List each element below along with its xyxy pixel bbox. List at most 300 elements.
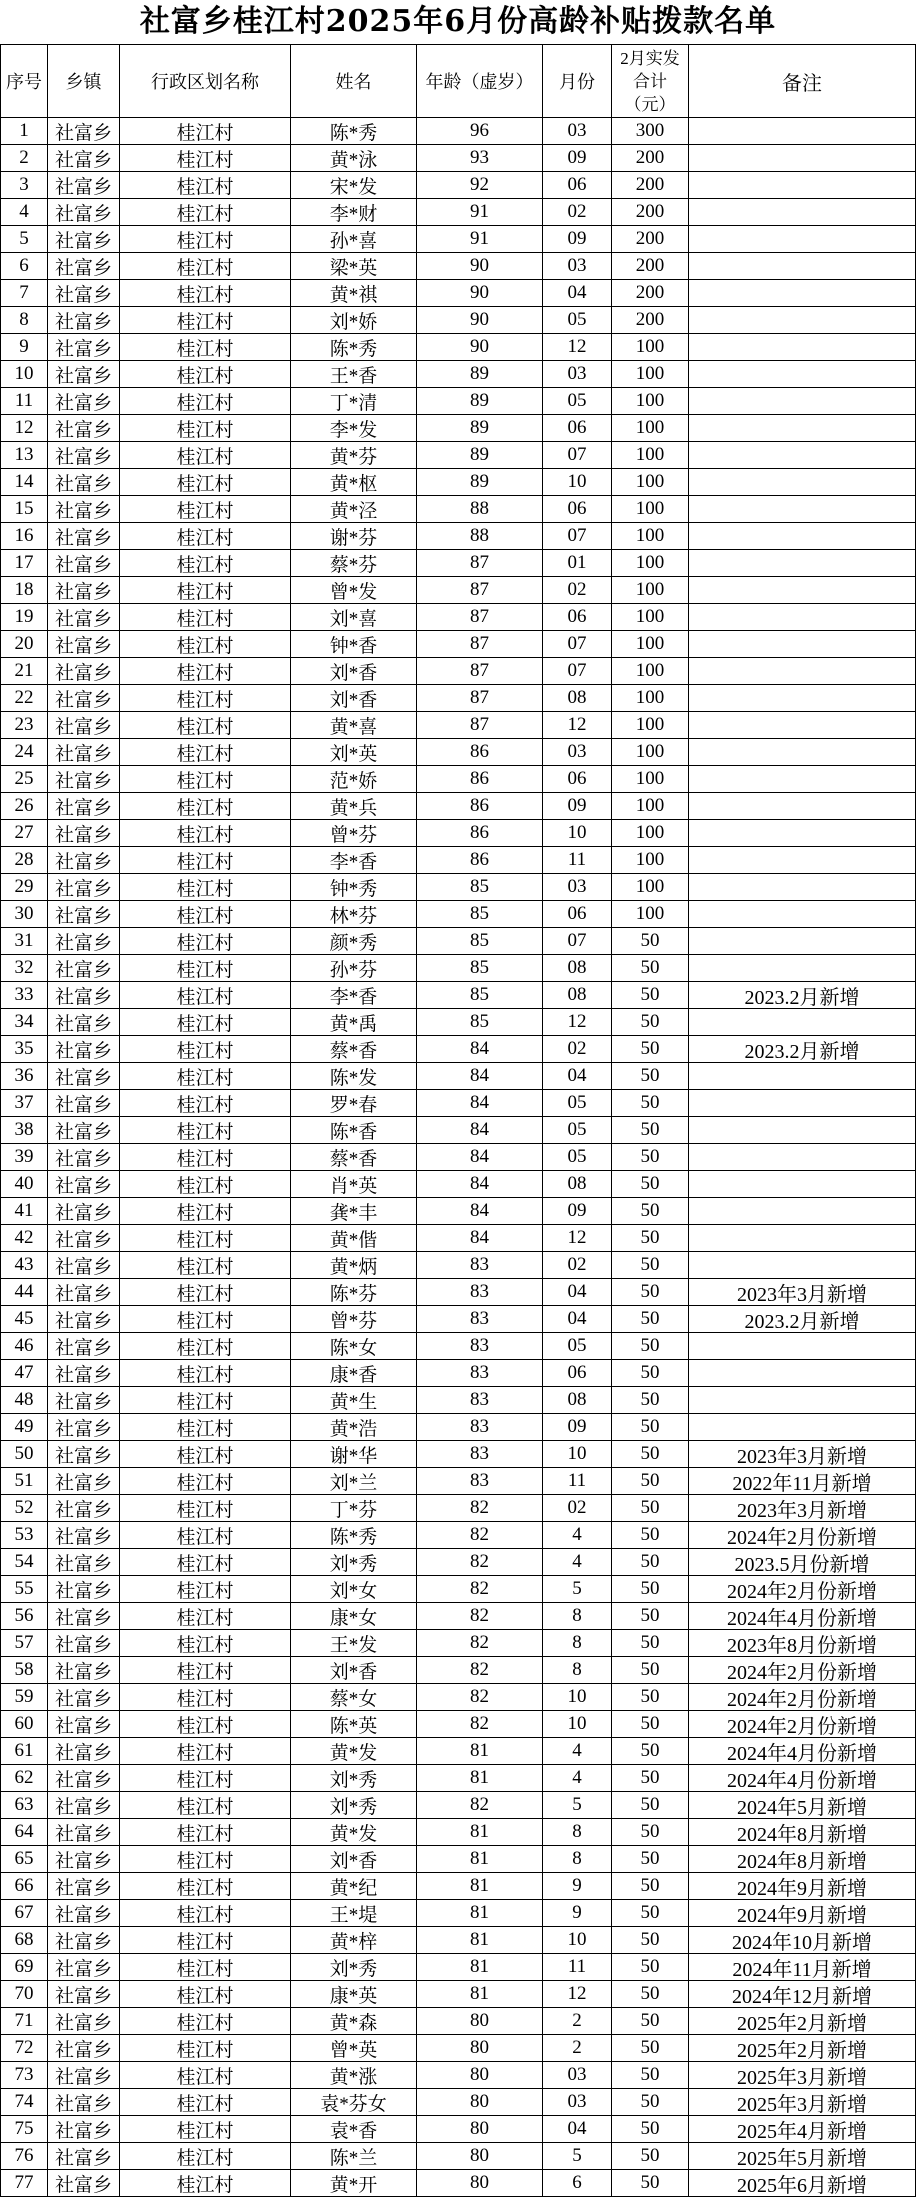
cell-month: 05: [543, 307, 612, 334]
cell-note: [689, 307, 916, 334]
cell-name: 陈*秀: [291, 1522, 417, 1549]
cell-township: 社富乡: [48, 1981, 120, 2008]
cell-age: 86: [417, 820, 543, 847]
cell-division: 桂江村: [120, 388, 291, 415]
cell-amount: 50: [612, 1684, 689, 1711]
cell-note: [689, 928, 916, 955]
table-row: [1, 1819, 916, 1846]
cell-division: 桂江村: [120, 820, 291, 847]
cell-amount: 50: [612, 1657, 689, 1684]
cell-note: [689, 766, 916, 793]
cell-name: 陈*秀: [291, 334, 417, 361]
cell-index: 54: [1, 1549, 48, 1576]
table-row: [1, 1522, 916, 1549]
cell-name: 李*香: [291, 847, 417, 874]
cell-township: 社富乡: [48, 334, 120, 361]
cell-note: [689, 577, 916, 604]
cell-index: 32: [1, 955, 48, 982]
cell-amount: 50: [612, 1711, 689, 1738]
table-row: [1, 982, 916, 1009]
cell-index: 59: [1, 1684, 48, 1711]
cell-township: 社富乡: [48, 955, 120, 982]
table-row: [1, 496, 916, 523]
cell-age: 91: [417, 199, 543, 226]
cell-amount: 50: [612, 1792, 689, 1819]
cell-township: 社富乡: [48, 1900, 120, 1927]
table-row: [1, 928, 916, 955]
cell-division: 桂江村: [120, 253, 291, 280]
cell-month: 04: [543, 2116, 612, 2143]
cell-township: 社富乡: [48, 1576, 120, 1603]
cell-age: 89: [417, 442, 543, 469]
cell-age: 85: [417, 955, 543, 982]
cell-index: 69: [1, 1954, 48, 1981]
cell-age: 86: [417, 847, 543, 874]
cell-note: 2024年4月份新增: [689, 1738, 916, 1765]
cell-note: [689, 1414, 916, 1441]
cell-month: 03: [543, 874, 612, 901]
cell-note: 2024年4月份新增: [689, 1765, 916, 1792]
cell-month: 8: [543, 1603, 612, 1630]
cell-index: 8: [1, 307, 48, 334]
cell-amount: 100: [612, 712, 689, 739]
cell-note: [689, 415, 916, 442]
cell-amount: 50: [612, 1522, 689, 1549]
cell-index: 19: [1, 604, 48, 631]
cell-age: 84: [417, 1117, 543, 1144]
cell-township: 社富乡: [48, 739, 120, 766]
cell-index: 57: [1, 1630, 48, 1657]
cell-amount: 50: [612, 1603, 689, 1630]
cell-note: [689, 334, 916, 361]
cell-division: 桂江村: [120, 550, 291, 577]
cell-township: 社富乡: [48, 1603, 120, 1630]
cell-township: 社富乡: [48, 2089, 120, 2116]
cell-month: 10: [543, 1711, 612, 1738]
table-row: [1, 820, 916, 847]
table-row: [1, 1306, 916, 1333]
cell-month: 07: [543, 523, 612, 550]
cell-township: 社富乡: [48, 1360, 120, 1387]
cell-division: 桂江村: [120, 1144, 291, 1171]
cell-amount: 50: [612, 1198, 689, 1225]
cell-index: 63: [1, 1792, 48, 1819]
table-row: [1, 712, 916, 739]
cell-name: 陈*香: [291, 1117, 417, 1144]
cell-index: 74: [1, 2089, 48, 2116]
cell-division: 桂江村: [120, 739, 291, 766]
cell-month: 08: [543, 1387, 612, 1414]
cell-month: 06: [543, 172, 612, 199]
cell-index: 66: [1, 1873, 48, 1900]
cell-township: 社富乡: [48, 793, 120, 820]
cell-name: 黄*泳: [291, 145, 417, 172]
cell-note: [689, 685, 916, 712]
cell-age: 81: [417, 1819, 543, 1846]
cell-amount: 200: [612, 253, 689, 280]
cell-note: 2024年8月新增: [689, 1846, 916, 1873]
cell-month: 10: [543, 469, 612, 496]
cell-month: 09: [543, 793, 612, 820]
cell-age: 81: [417, 1954, 543, 1981]
cell-name: 陈*芬: [291, 1279, 417, 1306]
cell-age: 80: [417, 2116, 543, 2143]
cell-township: 社富乡: [48, 253, 120, 280]
cell-note: [689, 1063, 916, 1090]
cell-township: 社富乡: [48, 2116, 120, 2143]
cell-amount: 50: [612, 1279, 689, 1306]
cell-amount: 200: [612, 307, 689, 334]
table-row: [1, 1090, 916, 1117]
cell-note: 2025年5月新增: [689, 2143, 916, 2170]
cell-division: 桂江村: [120, 2170, 291, 2197]
cell-amount: 50: [612, 1819, 689, 1846]
cell-township: 社富乡: [48, 1927, 120, 1954]
cell-age: 83: [417, 1333, 543, 1360]
cell-name: 黄*涨: [291, 2062, 417, 2089]
cell-index: 2: [1, 145, 48, 172]
cell-amount: 50: [612, 1144, 689, 1171]
cell-name: 黄*枢: [291, 469, 417, 496]
cell-month: 09: [543, 1198, 612, 1225]
cell-name: 袁*香: [291, 2116, 417, 2143]
cell-note: [689, 1144, 916, 1171]
cell-month: 08: [543, 1171, 612, 1198]
table-row: [1, 1981, 916, 2008]
cell-township: 社富乡: [48, 1144, 120, 1171]
cell-name: 林*芬: [291, 901, 417, 928]
cell-note: 2025年6月新增: [689, 2170, 916, 2197]
cell-age: 81: [417, 1927, 543, 1954]
cell-name: 陈*发: [291, 1063, 417, 1090]
cell-name: 刘*香: [291, 685, 417, 712]
cell-division: 桂江村: [120, 712, 291, 739]
cell-township: 社富乡: [48, 1468, 120, 1495]
cell-township: 社富乡: [48, 1954, 120, 1981]
cell-amount: 50: [612, 1063, 689, 1090]
cell-division: 桂江村: [120, 1711, 291, 1738]
cell-amount: 50: [612, 1900, 689, 1927]
cell-division: 桂江村: [120, 1117, 291, 1144]
cell-amount: 100: [612, 604, 689, 631]
cell-age: 93: [417, 145, 543, 172]
cell-amount: 100: [612, 766, 689, 793]
cell-amount: 50: [612, 1117, 689, 1144]
cell-age: 80: [417, 2008, 543, 2035]
cell-amount: 100: [612, 415, 689, 442]
cell-month: 10: [543, 1441, 612, 1468]
cell-month: 4: [543, 1738, 612, 1765]
cell-township: 社富乡: [48, 2170, 120, 2197]
cell-amount: 50: [612, 1495, 689, 1522]
cell-township: 社富乡: [48, 1117, 120, 1144]
cell-township: 社富乡: [48, 1387, 120, 1414]
table-row: [1, 1252, 916, 1279]
cell-name: 刘*女: [291, 1576, 417, 1603]
cell-age: 82: [417, 1495, 543, 1522]
cell-name: 梁*英: [291, 253, 417, 280]
allowance-table: [0, 44, 916, 2197]
table-row: [1, 469, 916, 496]
cell-index: 14: [1, 469, 48, 496]
cell-division: 桂江村: [120, 334, 291, 361]
cell-note: 2024年11月新增: [689, 1954, 916, 1981]
cell-name: 刘*秀: [291, 1792, 417, 1819]
cell-index: 67: [1, 1900, 48, 1927]
cell-township: 社富乡: [48, 145, 120, 172]
cell-amount: 50: [612, 955, 689, 982]
table-body: [1, 118, 916, 2197]
cell-township: 社富乡: [48, 1306, 120, 1333]
cell-note: 2025年2月新增: [689, 2008, 916, 2035]
cell-month: 02: [543, 1495, 612, 1522]
cell-name: 康*香: [291, 1360, 417, 1387]
cell-month: 04: [543, 1279, 612, 1306]
cell-note: [689, 631, 916, 658]
cell-division: 桂江村: [120, 1252, 291, 1279]
cell-note: [689, 1198, 916, 1225]
cell-township: 社富乡: [48, 820, 120, 847]
cell-division: 桂江村: [120, 1036, 291, 1063]
cell-index: 40: [1, 1171, 48, 1198]
cell-division: 桂江村: [120, 1576, 291, 1603]
cell-index: 51: [1, 1468, 48, 1495]
table-row: [1, 2143, 916, 2170]
table-row: [1, 172, 916, 199]
cell-amount: 100: [612, 874, 689, 901]
cell-index: 42: [1, 1225, 48, 1252]
cell-township: 社富乡: [48, 550, 120, 577]
table-row: [1, 1792, 916, 1819]
table-row: [1, 1549, 916, 1576]
cell-name: 钟*香: [291, 631, 417, 658]
cell-division: 桂江村: [120, 1387, 291, 1414]
cell-name: 陈*女: [291, 1333, 417, 1360]
table-row: [1, 658, 916, 685]
cell-name: 曾*芬: [291, 820, 417, 847]
cell-amount: 100: [612, 334, 689, 361]
cell-note: 2023年3月新增: [689, 1279, 916, 1306]
cell-note: 2024年9月新增: [689, 1873, 916, 1900]
cell-division: 桂江村: [120, 2035, 291, 2062]
cell-note: 2025年2月新增: [689, 2035, 916, 2062]
cell-month: 03: [543, 253, 612, 280]
cell-amount: 50: [612, 1927, 689, 1954]
cell-note: [689, 658, 916, 685]
cell-division: 桂江村: [120, 361, 291, 388]
cell-age: 84: [417, 1171, 543, 1198]
cell-name: 陈*秀: [291, 118, 417, 145]
cell-division: 桂江村: [120, 118, 291, 145]
cell-index: 10: [1, 361, 48, 388]
cell-age: 91: [417, 226, 543, 253]
table-row: [1, 1441, 916, 1468]
cell-index: 33: [1, 982, 48, 1009]
cell-name: 黄*发: [291, 1738, 417, 1765]
cell-note: 2024年5月新增: [689, 1792, 916, 1819]
cell-index: 70: [1, 1981, 48, 2008]
cell-amount: 50: [612, 1873, 689, 1900]
cell-name: 刘*香: [291, 1657, 417, 1684]
cell-division: 桂江村: [120, 1738, 291, 1765]
cell-note: [689, 280, 916, 307]
cell-index: 30: [1, 901, 48, 928]
cell-amount: 50: [612, 1765, 689, 1792]
cell-note: [689, 1009, 916, 1036]
cell-name: 刘*秀: [291, 1765, 417, 1792]
cell-name: 刘*秀: [291, 1549, 417, 1576]
cell-index: 15: [1, 496, 48, 523]
cell-index: 77: [1, 2170, 48, 2197]
table-row: [1, 1063, 916, 1090]
cell-amount: 50: [612, 2116, 689, 2143]
cell-month: 09: [543, 226, 612, 253]
cell-township: 社富乡: [48, 1522, 120, 1549]
cell-name: 曾*芬: [291, 1306, 417, 1333]
cell-age: 87: [417, 685, 543, 712]
cell-township: 社富乡: [48, 226, 120, 253]
cell-amount: 100: [612, 469, 689, 496]
cell-index: 56: [1, 1603, 48, 1630]
cell-note: 2023年8月份新增: [689, 1630, 916, 1657]
cell-age: 92: [417, 172, 543, 199]
table-row: [1, 1738, 916, 1765]
cell-amount: 100: [612, 496, 689, 523]
cell-amount: 200: [612, 226, 689, 253]
cell-index: 58: [1, 1657, 48, 1684]
cell-age: 83: [417, 1252, 543, 1279]
cell-month: 12: [543, 1009, 612, 1036]
cell-age: 90: [417, 334, 543, 361]
cell-note: [689, 901, 916, 928]
cell-division: 桂江村: [120, 874, 291, 901]
cell-month: 6: [543, 2170, 612, 2197]
table-row: [1, 415, 916, 442]
cell-name: 李*财: [291, 199, 417, 226]
cell-division: 桂江村: [120, 982, 291, 1009]
cell-age: 86: [417, 793, 543, 820]
cell-month: 08: [543, 982, 612, 1009]
cell-township: 社富乡: [48, 685, 120, 712]
cell-township: 社富乡: [48, 523, 120, 550]
cell-township: 社富乡: [48, 1063, 120, 1090]
table-row: [1, 1954, 916, 1981]
cell-index: 25: [1, 766, 48, 793]
cell-age: 87: [417, 604, 543, 631]
cell-amount: 50: [612, 2062, 689, 2089]
cell-index: 12: [1, 415, 48, 442]
cell-division: 桂江村: [120, 658, 291, 685]
header-age: 年龄（虚岁）: [417, 45, 543, 118]
cell-age: 87: [417, 577, 543, 604]
table-row: [1, 1927, 916, 1954]
cell-name: 肖*英: [291, 1171, 417, 1198]
cell-age: 85: [417, 982, 543, 1009]
cell-note: 2022年11月新增: [689, 1468, 916, 1495]
cell-note: 2023.2月新增: [689, 1306, 916, 1333]
cell-amount: 100: [612, 442, 689, 469]
cell-name: 陈*英: [291, 1711, 417, 1738]
cell-division: 桂江村: [120, 2008, 291, 2035]
cell-township: 社富乡: [48, 415, 120, 442]
cell-index: 53: [1, 1522, 48, 1549]
cell-month: 06: [543, 1360, 612, 1387]
cell-note: 2024年4月份新增: [689, 1603, 916, 1630]
cell-division: 桂江村: [120, 415, 291, 442]
cell-age: 87: [417, 631, 543, 658]
cell-index: 71: [1, 2008, 48, 2035]
cell-note: [689, 1387, 916, 1414]
cell-township: 社富乡: [48, 1819, 120, 1846]
cell-note: 2024年10月新增: [689, 1927, 916, 1954]
page-title: 社富乡桂江村2025年6月份高龄补贴拨款名单: [139, 4, 777, 39]
cell-note: [689, 469, 916, 496]
cell-month: 02: [543, 1252, 612, 1279]
cell-note: [689, 1252, 916, 1279]
cell-amount: 50: [612, 1549, 689, 1576]
cell-name: 罗*春: [291, 1090, 417, 1117]
cell-township: 社富乡: [48, 874, 120, 901]
cell-note: 2025年3月新增: [689, 2089, 916, 2116]
cell-month: 04: [543, 1063, 612, 1090]
cell-amount: 50: [612, 1333, 689, 1360]
cell-name: 刘*香: [291, 658, 417, 685]
cell-township: 社富乡: [48, 1792, 120, 1819]
table-row: [1, 631, 916, 658]
cell-index: 7: [1, 280, 48, 307]
cell-month: 08: [543, 685, 612, 712]
cell-township: 社富乡: [48, 172, 120, 199]
cell-name: 黄*纪: [291, 1873, 417, 1900]
cell-month: 4: [543, 1549, 612, 1576]
cell-note: [689, 739, 916, 766]
cell-township: 社富乡: [48, 1711, 120, 1738]
cell-note: 2023年3月新增: [689, 1441, 916, 1468]
table-row: [1, 226, 916, 253]
cell-age: 84: [417, 1036, 543, 1063]
cell-age: 96: [417, 118, 543, 145]
table-row: [1, 1360, 916, 1387]
cell-note: [689, 199, 916, 226]
cell-amount: 100: [612, 523, 689, 550]
cell-name: 蔡*芬: [291, 550, 417, 577]
cell-age: 86: [417, 739, 543, 766]
table-row: [1, 1144, 916, 1171]
cell-name: 刘*英: [291, 739, 417, 766]
cell-age: 86: [417, 766, 543, 793]
cell-index: 36: [1, 1063, 48, 1090]
cell-month: 07: [543, 442, 612, 469]
cell-age: 82: [417, 1522, 543, 1549]
cell-amount: 50: [612, 928, 689, 955]
table-row: [1, 604, 916, 631]
cell-division: 桂江村: [120, 1414, 291, 1441]
cell-division: 桂江村: [120, 631, 291, 658]
table-row: [1, 1117, 916, 1144]
cell-age: 81: [417, 1738, 543, 1765]
cell-age: 82: [417, 1684, 543, 1711]
cell-index: 64: [1, 1819, 48, 1846]
cell-age: 82: [417, 1576, 543, 1603]
cell-amount: 100: [612, 901, 689, 928]
cell-index: 38: [1, 1117, 48, 1144]
cell-amount: 50: [612, 1954, 689, 1981]
cell-name: 刘*兰: [291, 1468, 417, 1495]
cell-township: 社富乡: [48, 199, 120, 226]
cell-name: 黄*芬: [291, 442, 417, 469]
cell-amount: 200: [612, 280, 689, 307]
cell-month: 8: [543, 1846, 612, 1873]
